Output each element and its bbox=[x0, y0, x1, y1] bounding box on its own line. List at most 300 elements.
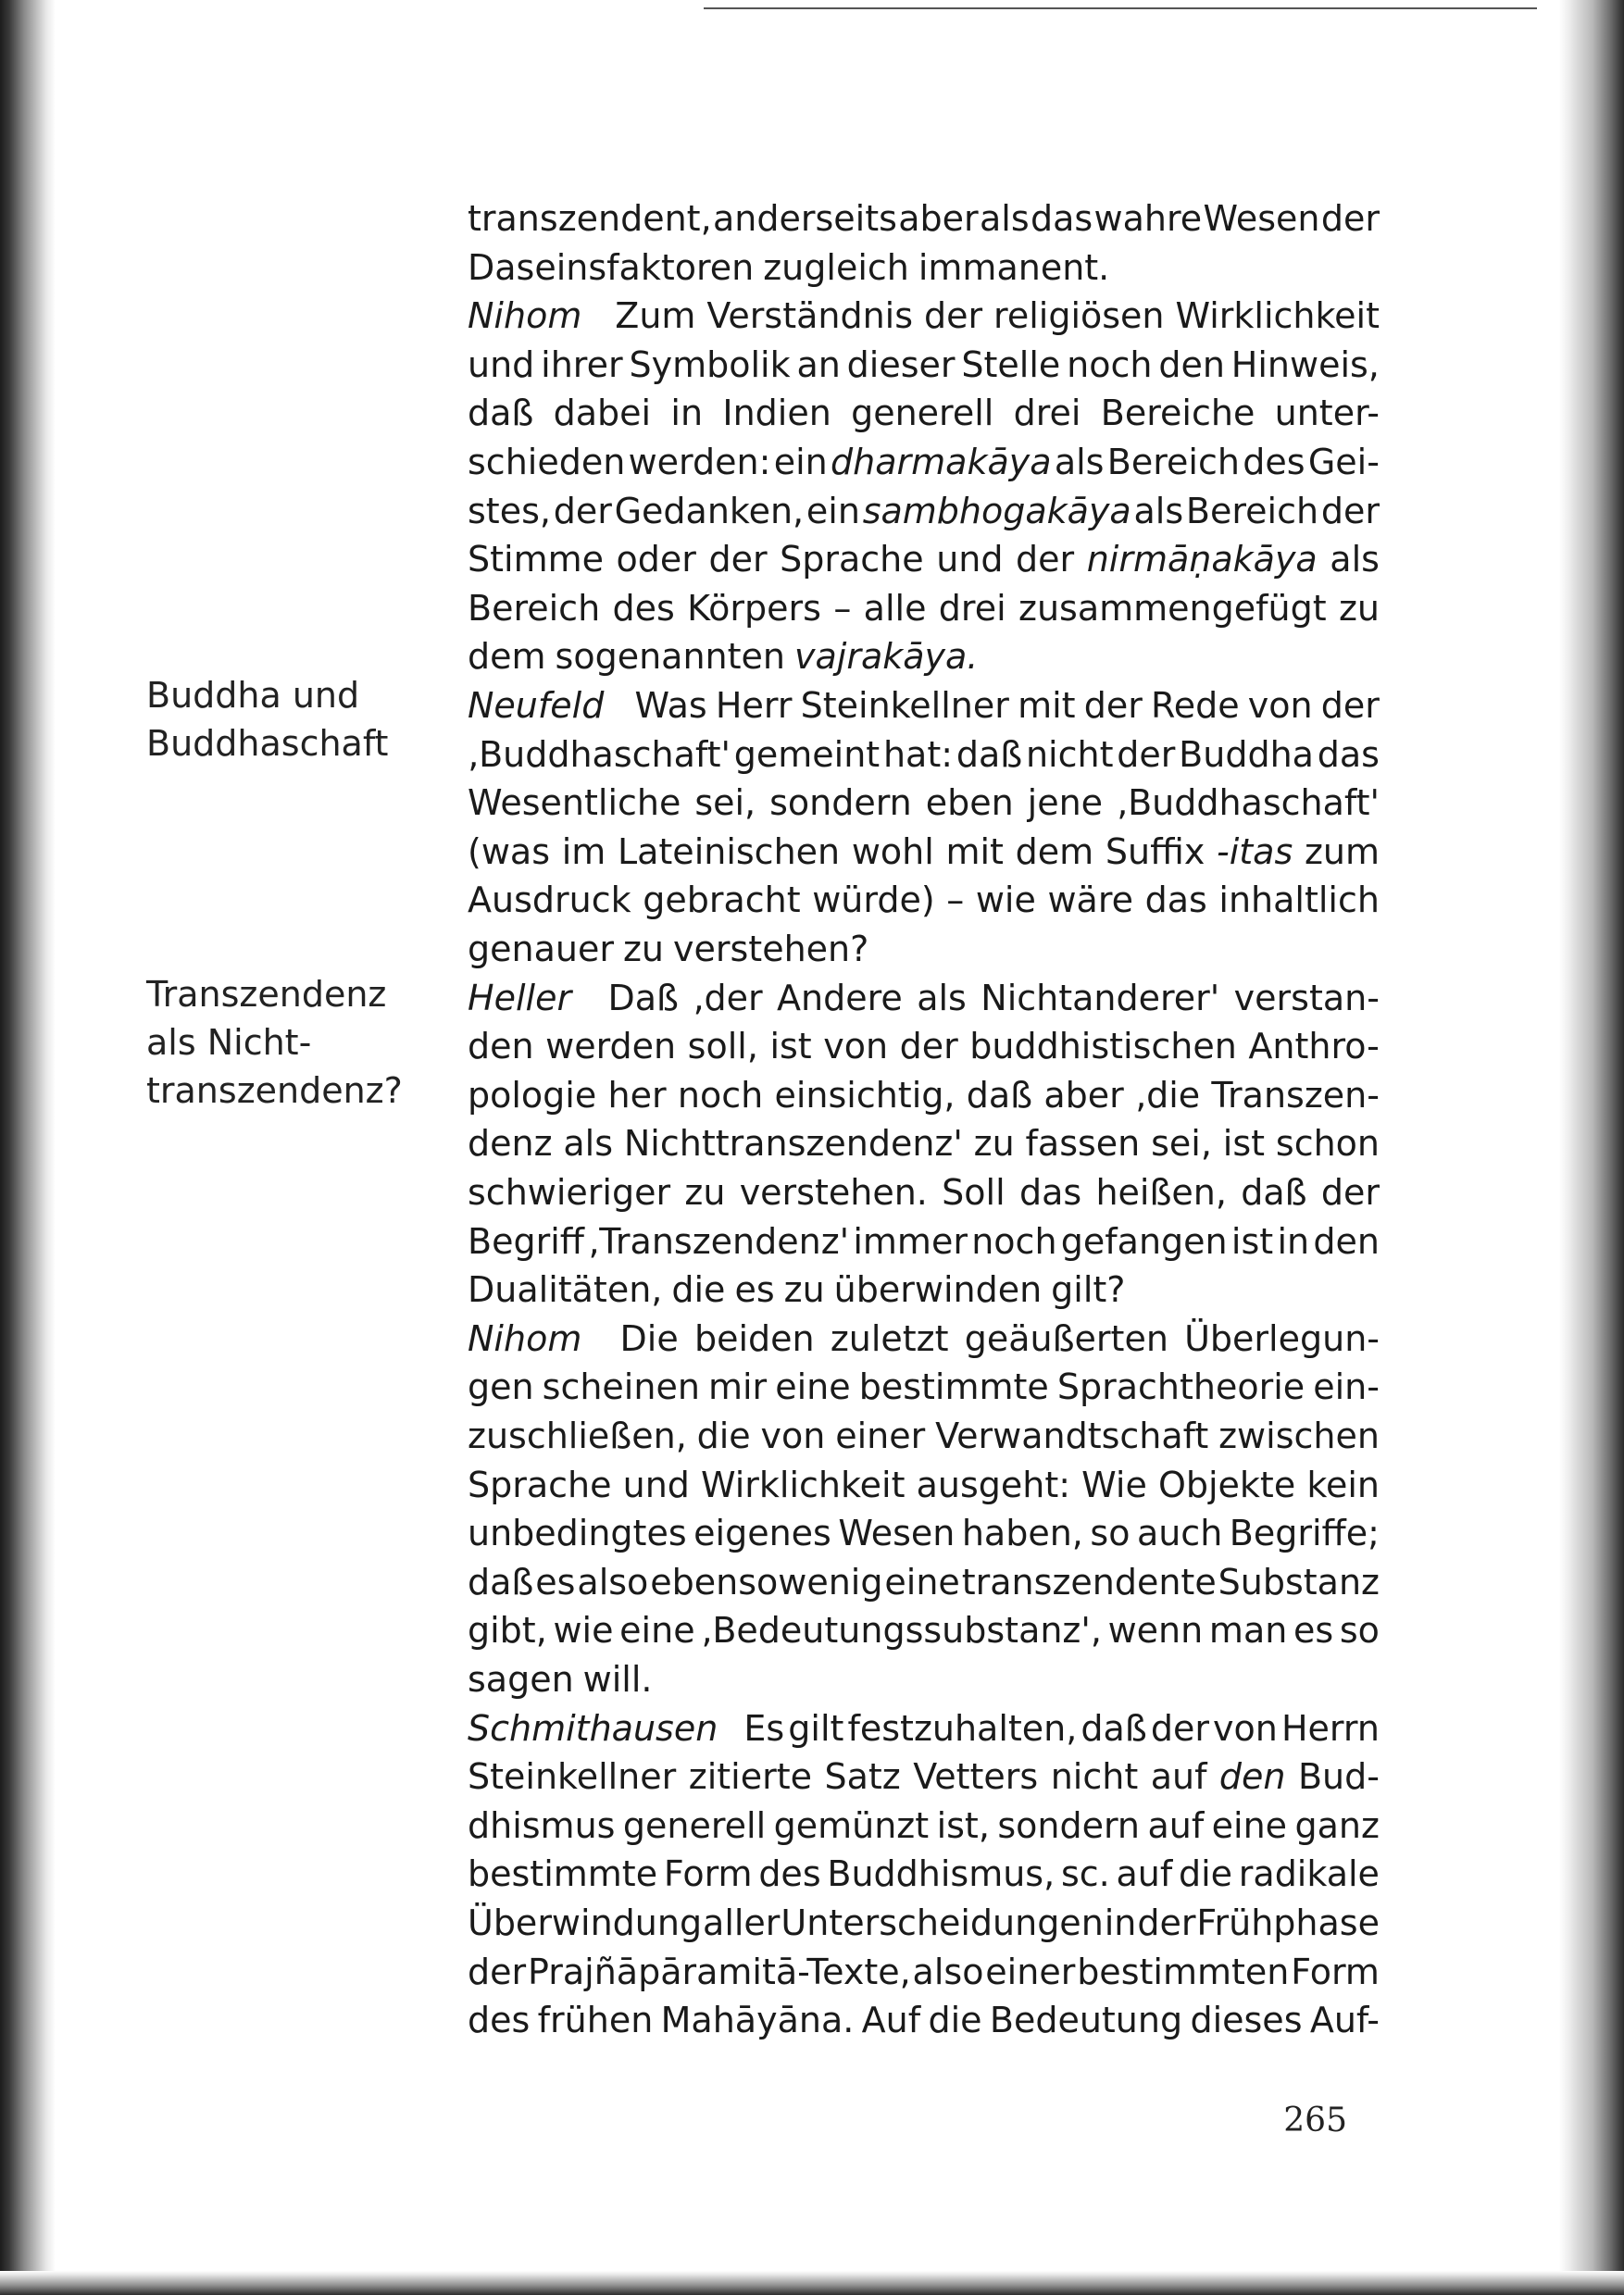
word: und bbox=[468, 343, 535, 385]
text-line bbox=[468, 194, 1380, 243]
word: zu bbox=[622, 929, 664, 969]
word: wie bbox=[975, 879, 1036, 921]
word: – bbox=[833, 587, 852, 629]
word: zwischen bbox=[1218, 1416, 1380, 1456]
word: eigenes bbox=[693, 1513, 831, 1554]
word: zitierte bbox=[688, 1756, 812, 1798]
word: Was bbox=[634, 685, 707, 726]
word: gen bbox=[468, 1366, 534, 1408]
word: Es bbox=[743, 1707, 785, 1749]
word: Indien bbox=[722, 393, 831, 434]
word: in bbox=[1277, 1220, 1310, 1262]
word: anderseits bbox=[713, 198, 897, 239]
word: es bbox=[1293, 1610, 1334, 1652]
word: auch bbox=[1136, 1513, 1223, 1554]
word: geäußerten bbox=[964, 1317, 1168, 1359]
word: der bbox=[1137, 1902, 1196, 1943]
word: sei, bbox=[1151, 1123, 1212, 1165]
word: der bbox=[1083, 685, 1143, 726]
word: Mahāyāna. bbox=[660, 2000, 855, 2041]
word: zuletzt bbox=[830, 1317, 949, 1359]
word: den bbox=[1158, 343, 1225, 385]
word: in bbox=[1104, 1902, 1137, 1943]
word: heißen, bbox=[1095, 1172, 1227, 1213]
text-line bbox=[468, 681, 1380, 730]
word: dhismus bbox=[468, 1804, 616, 1846]
text-line bbox=[468, 1266, 1380, 1314]
word: daß bbox=[1081, 1707, 1147, 1749]
word: wie bbox=[553, 1610, 614, 1652]
word: Sprache bbox=[468, 1464, 612, 1505]
word: der bbox=[708, 539, 768, 580]
word: stes, bbox=[468, 490, 551, 531]
word: Ausdruck bbox=[468, 879, 631, 921]
word: einer bbox=[835, 1416, 926, 1456]
word: eine bbox=[619, 1610, 695, 1652]
word: immer bbox=[853, 1220, 968, 1262]
page-top-rule bbox=[704, 7, 1537, 9]
word: und bbox=[936, 539, 1004, 580]
word: Gedanken, bbox=[614, 490, 805, 531]
word: Neufeld bbox=[468, 685, 605, 726]
word: der bbox=[1320, 685, 1380, 726]
text-line bbox=[468, 389, 1380, 437]
word: zuschließen, bbox=[468, 1416, 687, 1456]
word: drei bbox=[1013, 393, 1081, 434]
word: Nichttranszendenz' bbox=[623, 1123, 963, 1165]
word: Hinweis, bbox=[1230, 343, 1380, 385]
word: vajrakāya. bbox=[793, 636, 979, 678]
word: Anthro- bbox=[1248, 1026, 1380, 1067]
text-line bbox=[468, 974, 1380, 1022]
text-line bbox=[468, 876, 1380, 924]
word: mit bbox=[945, 830, 1004, 872]
margin-note-line: Transzendenz bbox=[146, 974, 387, 1015]
word: Begriff bbox=[468, 1220, 584, 1262]
word: Dualitäten, bbox=[468, 1269, 663, 1311]
word: Wirklichkeit bbox=[1175, 295, 1380, 337]
word: Sprache bbox=[780, 539, 924, 580]
word: Steinkellner bbox=[800, 685, 1009, 726]
word: bestimmte bbox=[468, 1853, 658, 1895]
text-line bbox=[468, 1558, 1380, 1606]
word: ein bbox=[806, 490, 860, 531]
word: Wesen bbox=[1203, 198, 1320, 239]
word: der bbox=[923, 295, 983, 337]
word: die bbox=[671, 1269, 726, 1311]
word: also bbox=[912, 1951, 984, 1992]
word: wohl bbox=[851, 830, 934, 872]
word: mir bbox=[707, 1366, 768, 1408]
word: transzendent, bbox=[468, 198, 712, 239]
text-line bbox=[468, 243, 1380, 292]
word: beiden bbox=[693, 1317, 815, 1359]
word: der bbox=[553, 490, 612, 531]
word: ‚Bedeutungssubstanz', bbox=[701, 1610, 1102, 1652]
word: dieser bbox=[846, 343, 956, 385]
word: schwieriger bbox=[468, 1172, 671, 1213]
word: Überwindung bbox=[468, 1902, 703, 1943]
word: zum bbox=[1304, 830, 1380, 872]
word: als bbox=[1054, 442, 1105, 482]
word: immanent. bbox=[918, 246, 1110, 288]
word: verstehen? bbox=[673, 929, 869, 969]
word: zu bbox=[1338, 587, 1380, 629]
word: als bbox=[917, 977, 967, 1018]
word: ebensowenig bbox=[650, 1561, 883, 1603]
word: radikale bbox=[1238, 1853, 1380, 1895]
word: Stelle bbox=[961, 343, 1061, 385]
word: Wie bbox=[1081, 1464, 1147, 1505]
word: Symbolik bbox=[629, 343, 791, 385]
word: Substanz bbox=[1218, 1561, 1380, 1603]
text-line bbox=[468, 1752, 1380, 1801]
word: Lateinischen bbox=[617, 830, 841, 872]
text-line bbox=[468, 632, 1380, 680]
text-line bbox=[468, 779, 1380, 827]
word: nicht bbox=[1050, 1756, 1139, 1798]
text-line bbox=[468, 1704, 1380, 1752]
word: fassen bbox=[1025, 1123, 1141, 1165]
word: würde) bbox=[812, 879, 935, 921]
word: so bbox=[1339, 1610, 1380, 1652]
word: daß bbox=[956, 733, 1023, 775]
word: alle bbox=[863, 587, 927, 629]
word: als bbox=[1133, 490, 1184, 531]
word: der bbox=[1016, 539, 1075, 580]
word: Auf- bbox=[1309, 2000, 1380, 2041]
word: ‚der bbox=[693, 977, 763, 1018]
word: Nihom bbox=[468, 295, 582, 337]
text-line bbox=[468, 1850, 1380, 1898]
text-line bbox=[468, 730, 1380, 779]
word: nirmāṇakāya bbox=[1086, 539, 1318, 580]
word: im bbox=[561, 830, 606, 872]
word: Wesen bbox=[838, 1513, 956, 1554]
word: an bbox=[796, 343, 841, 385]
word: will. bbox=[582, 1659, 653, 1700]
word: generell bbox=[622, 1804, 767, 1846]
word: Transzen- bbox=[1211, 1074, 1380, 1116]
word: gemeint bbox=[733, 733, 881, 775]
word: eine bbox=[775, 1366, 851, 1408]
text-line bbox=[468, 1217, 1380, 1266]
word: gebracht bbox=[643, 879, 801, 921]
word: daß bbox=[966, 1074, 1033, 1116]
text-line bbox=[468, 1363, 1380, 1411]
text-line bbox=[468, 828, 1380, 876]
word: von bbox=[823, 1026, 889, 1067]
word: es bbox=[535, 1561, 576, 1603]
text-line bbox=[468, 925, 1380, 973]
margin-note-line: transzendenz? bbox=[146, 1070, 403, 1111]
word: auf bbox=[1150, 1756, 1207, 1798]
word: von bbox=[1247, 685, 1313, 726]
word: als bbox=[1330, 539, 1380, 580]
word: inhaltlich bbox=[1218, 879, 1380, 921]
word: Bud- bbox=[1297, 1756, 1380, 1798]
text-line bbox=[468, 1948, 1380, 1996]
word: Verwandtschaft bbox=[935, 1416, 1209, 1456]
scan-shadow-left bbox=[0, 0, 56, 2295]
word: Vetters bbox=[913, 1756, 1039, 1798]
word: der bbox=[1320, 198, 1380, 239]
word: haben, bbox=[961, 1513, 1083, 1554]
word: zu bbox=[684, 1172, 726, 1213]
word: das bbox=[1031, 198, 1093, 239]
word: der bbox=[1150, 1707, 1209, 1749]
word: noch bbox=[971, 1220, 1057, 1262]
word: Bereich bbox=[468, 587, 601, 629]
word: Bereich bbox=[1106, 442, 1240, 482]
text-line bbox=[468, 1509, 1380, 1557]
word: eine bbox=[1211, 1804, 1288, 1846]
word: der bbox=[1320, 1172, 1380, 1213]
word: eine bbox=[884, 1561, 960, 1603]
word: Nichtanderer' bbox=[981, 977, 1220, 1018]
word: aber bbox=[898, 198, 979, 239]
word: Herrn bbox=[1280, 1707, 1380, 1749]
word: daß bbox=[1241, 1172, 1307, 1213]
word: wäre bbox=[1047, 879, 1133, 921]
margin-note-transzendenz bbox=[146, 970, 406, 1115]
word: mit bbox=[1018, 685, 1076, 726]
word: Steinkellner bbox=[468, 1756, 677, 1798]
word: das bbox=[1144, 879, 1207, 921]
word: Prajñāpāramitā-Texte, bbox=[527, 1951, 911, 1992]
word: dem bbox=[468, 636, 546, 678]
word: des bbox=[468, 2000, 531, 2041]
word: und bbox=[622, 1464, 690, 1505]
word: bestimmte bbox=[858, 1366, 1049, 1408]
word: genauer bbox=[468, 929, 614, 969]
word: Buddha bbox=[1179, 733, 1314, 775]
word: oder bbox=[616, 539, 696, 580]
word: ist, bbox=[936, 1804, 990, 1846]
word: der bbox=[899, 1026, 958, 1067]
word: hat: bbox=[882, 733, 954, 775]
word: sambhogakāya bbox=[862, 490, 1131, 531]
word: drei bbox=[938, 587, 1006, 629]
word: Heller bbox=[468, 977, 572, 1018]
word: Bedeutung bbox=[989, 2000, 1183, 2041]
word: den bbox=[468, 1026, 534, 1067]
word: der bbox=[1320, 490, 1380, 531]
text-line bbox=[468, 292, 1380, 340]
word: gemünzt bbox=[773, 1804, 930, 1846]
word: der bbox=[1117, 733, 1176, 775]
text-line bbox=[468, 1899, 1380, 1947]
word: jene bbox=[1027, 782, 1104, 824]
word: -itas bbox=[1217, 830, 1293, 872]
word: unter- bbox=[1274, 393, 1380, 434]
word: sei, bbox=[694, 782, 756, 824]
page-number: 265 bbox=[1283, 2102, 1347, 2139]
word: Herr bbox=[715, 685, 793, 726]
word: ein- bbox=[1313, 1366, 1380, 1408]
text-line bbox=[468, 1022, 1380, 1070]
word: von bbox=[1213, 1707, 1278, 1749]
word: ihrer bbox=[541, 343, 623, 385]
text-line bbox=[468, 1412, 1380, 1460]
word: festzuhalten, bbox=[847, 1707, 1078, 1749]
word: Körpers bbox=[687, 587, 821, 629]
word: verstehen. bbox=[739, 1172, 928, 1213]
word: von bbox=[760, 1416, 826, 1456]
text-line bbox=[468, 438, 1380, 486]
text-line bbox=[468, 1315, 1380, 1363]
word: Sprachtheorie bbox=[1056, 1366, 1305, 1408]
word: dieses bbox=[1190, 2000, 1303, 2041]
word: zu bbox=[783, 1269, 825, 1311]
word: die bbox=[928, 2000, 982, 2041]
word: ist bbox=[1230, 1220, 1274, 1262]
word: Daß bbox=[607, 977, 679, 1018]
word: buddhistischen bbox=[969, 1026, 1237, 1067]
word: ‚Transzendenz' bbox=[588, 1220, 850, 1262]
word: sondern bbox=[997, 1804, 1141, 1846]
word: Schmithausen bbox=[468, 1707, 718, 1749]
word: des bbox=[612, 587, 675, 629]
word: transzendente bbox=[961, 1561, 1217, 1603]
word: man bbox=[1208, 1610, 1288, 1652]
word: zusammengefügt bbox=[1018, 587, 1327, 629]
word: religiösen bbox=[993, 295, 1165, 337]
word: Bereiche bbox=[1100, 393, 1255, 434]
word: Zum bbox=[615, 295, 696, 337]
word: (was bbox=[468, 830, 550, 872]
word: Überlegun- bbox=[1184, 1317, 1380, 1359]
text-line bbox=[468, 1606, 1380, 1654]
word: zugleich bbox=[763, 246, 909, 288]
word: Wesentliche bbox=[468, 782, 681, 824]
word: wahre bbox=[1093, 198, 1203, 239]
word: so bbox=[1090, 1513, 1131, 1554]
word: also bbox=[577, 1561, 649, 1603]
word: Verständnis bbox=[706, 295, 914, 337]
word: Buddhismus, bbox=[827, 1853, 1056, 1895]
text-line bbox=[468, 584, 1380, 632]
word: sondern bbox=[769, 782, 912, 824]
word: her bbox=[607, 1074, 667, 1116]
word: soll, bbox=[687, 1026, 758, 1067]
word: nicht bbox=[1025, 733, 1114, 775]
word: daß bbox=[468, 393, 534, 434]
text-line bbox=[468, 1071, 1380, 1119]
word: dem bbox=[1015, 830, 1094, 872]
word: Satz bbox=[824, 1756, 901, 1798]
word: ‚Buddhaschaft' bbox=[468, 733, 731, 775]
word: aber bbox=[1043, 1074, 1124, 1116]
word: die bbox=[696, 1416, 751, 1456]
word: Wirklichkeit bbox=[701, 1464, 906, 1505]
word: Nihom bbox=[468, 1317, 582, 1359]
word: einer bbox=[985, 1951, 1076, 1992]
text-line bbox=[468, 1996, 1380, 2044]
word: sc. bbox=[1060, 1853, 1110, 1895]
word: Bereich bbox=[1185, 490, 1319, 531]
word: sogenannten bbox=[555, 636, 785, 678]
word: als bbox=[563, 1123, 614, 1165]
word: Gei- bbox=[1307, 442, 1380, 482]
word: kein bbox=[1306, 1464, 1380, 1505]
word: des bbox=[758, 1853, 821, 1895]
word: gilt bbox=[788, 1707, 844, 1749]
word: einsichtig, bbox=[774, 1074, 956, 1116]
word: auf bbox=[1147, 1804, 1205, 1846]
word: der bbox=[468, 1951, 527, 1992]
text-line bbox=[468, 1119, 1380, 1167]
word: gibt, bbox=[468, 1610, 547, 1652]
word: bestimmten bbox=[1077, 1951, 1290, 1992]
word: generell bbox=[851, 393, 994, 434]
text-line bbox=[468, 1461, 1380, 1509]
text-line bbox=[468, 535, 1380, 583]
word: Form bbox=[1291, 1951, 1380, 1992]
text-line bbox=[468, 1168, 1380, 1216]
word: Frühphase bbox=[1196, 1902, 1380, 1943]
word: daß bbox=[468, 1561, 534, 1603]
margin-note-line: als Nicht- bbox=[146, 1022, 312, 1063]
scan-shadow-bottom bbox=[0, 2271, 1624, 2295]
text-line bbox=[468, 1802, 1380, 1850]
word: werden: bbox=[628, 442, 771, 482]
word: Daseinsfaktoren bbox=[468, 246, 755, 288]
word: überwinden bbox=[833, 1269, 1043, 1311]
word: schieden bbox=[468, 442, 626, 482]
word: denz bbox=[468, 1123, 553, 1165]
word: Form bbox=[663, 1853, 753, 1895]
word: Begriffe; bbox=[1229, 1513, 1380, 1554]
text-line bbox=[468, 341, 1380, 389]
word: zu bbox=[973, 1123, 1015, 1165]
word: Andere bbox=[777, 977, 903, 1018]
word: des bbox=[1243, 442, 1305, 482]
word: scheinen bbox=[542, 1366, 700, 1408]
text-line bbox=[468, 1655, 1380, 1703]
word: es bbox=[734, 1269, 775, 1311]
word: Suffix bbox=[1105, 830, 1206, 872]
word: ‚die bbox=[1135, 1074, 1201, 1116]
margin-note-buddhaschaft bbox=[146, 671, 406, 767]
word: die bbox=[1178, 1853, 1233, 1895]
word: Soll bbox=[942, 1172, 1006, 1213]
word: ist bbox=[1222, 1123, 1266, 1165]
word: in bbox=[670, 393, 704, 434]
margin-note-line: Buddha und bbox=[146, 675, 360, 716]
word: ist bbox=[769, 1026, 812, 1067]
word: den bbox=[1218, 1756, 1286, 1798]
word: Auf bbox=[861, 2000, 921, 2041]
word: das bbox=[1317, 733, 1380, 775]
word: ausgeht: bbox=[916, 1464, 1071, 1505]
word: ganz bbox=[1294, 1804, 1380, 1846]
scan-shadow-right bbox=[1559, 0, 1624, 2295]
word: gilt? bbox=[1051, 1269, 1126, 1311]
word: Unterscheidungen bbox=[781, 1902, 1104, 1943]
word: Rede bbox=[1151, 685, 1240, 726]
word: dharmakāya bbox=[831, 442, 1052, 482]
word: Objekte bbox=[1157, 1464, 1296, 1505]
word: das bbox=[1018, 1172, 1082, 1213]
word: frühen bbox=[537, 2000, 654, 2041]
word: ‚Buddhaschaft' bbox=[1117, 782, 1380, 824]
word: werden bbox=[545, 1026, 677, 1067]
word: ein bbox=[773, 442, 828, 482]
word: noch bbox=[1067, 343, 1153, 385]
word: verstan- bbox=[1233, 977, 1380, 1018]
word: schon bbox=[1275, 1123, 1380, 1165]
